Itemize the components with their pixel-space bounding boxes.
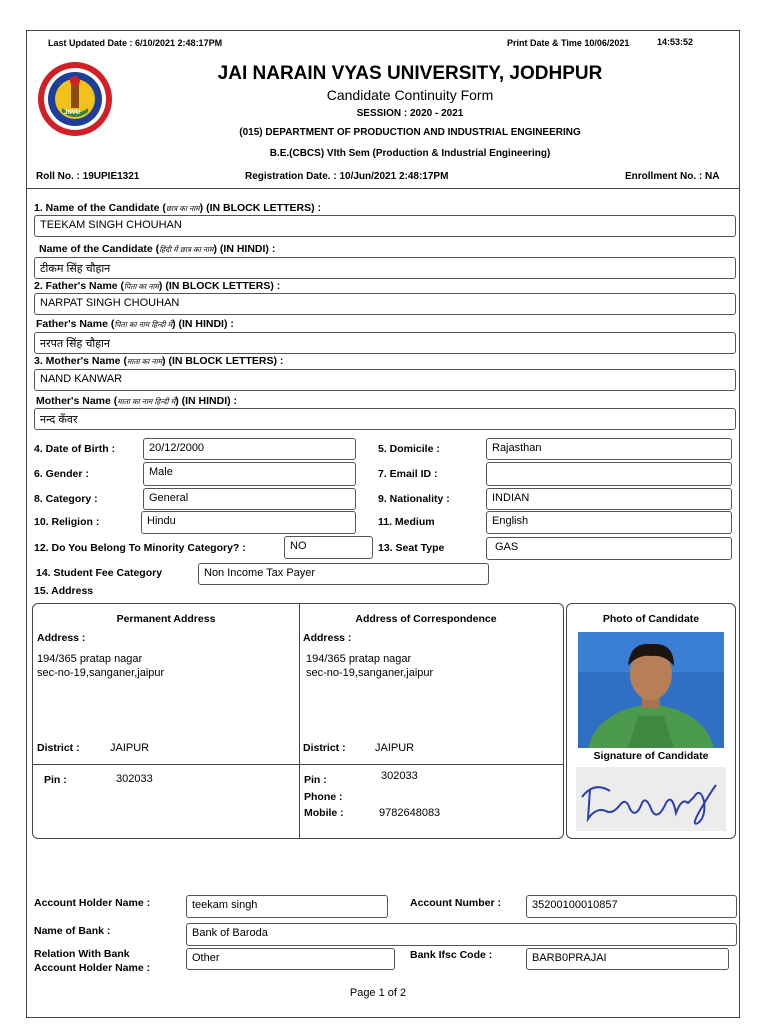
mobile-label: Mobile : xyxy=(304,807,344,819)
ifsc-field[interactable]: BARB0PRAJAI xyxy=(526,948,729,970)
candidate-photo xyxy=(578,632,724,748)
bank-name-label: Name of Bank : xyxy=(34,925,111,937)
mobile-value: 9782648083 xyxy=(379,807,441,819)
religion-field[interactable]: Hindu xyxy=(141,511,356,534)
permanent-address-label: Address : xyxy=(37,632,86,644)
candidate-name-label: 1. Name of the Candidate (छात्र का नाम) (IN BLOCK LETTERS) : xyxy=(34,202,321,214)
registration-date: Registration Date. : 10/Jun/2021 2:48:17PM xyxy=(245,171,449,182)
email-label: 7. Email ID : xyxy=(378,468,438,480)
account-number-field[interactable]: 35200100010857 xyxy=(526,895,737,918)
roll-no: Roll No. : 19UPIE1321 xyxy=(36,171,140,182)
account-holder-label: Account Holder Name : xyxy=(34,897,151,909)
ifsc-label: Bank Ifsc Code : xyxy=(410,949,493,961)
permanent-address-title: Permanent Address xyxy=(116,613,216,625)
account-number-label: Account Number : xyxy=(410,897,502,909)
page-number: Page 1 of 2 xyxy=(349,987,407,999)
correspondence-address-title: Address of Correspondence xyxy=(355,613,497,625)
logo-text: JNVU xyxy=(64,110,81,116)
enrollment-no: Enrollment No. : NA xyxy=(625,171,720,182)
email-field[interactable] xyxy=(486,462,732,486)
gender-field[interactable]: Male xyxy=(143,462,356,486)
religion-label: 10. Religion : xyxy=(34,516,100,528)
permanent-pin-label: Pin : xyxy=(44,774,67,786)
medium-label: 11. Medium xyxy=(378,516,435,528)
signature-title: Signature of Candidate xyxy=(593,750,709,762)
phone-label: Phone : xyxy=(304,791,343,803)
department: (015) DEPARTMENT OF PRODUCTION AND INDUSTRIAL ENGINEERING xyxy=(239,127,581,138)
mother-name-field[interactable]: NAND KANWAR xyxy=(34,369,736,391)
university-name: JAI NARAIN VYAS UNIVERSITY, JODHPUR xyxy=(217,63,603,84)
candidate-name-field[interactable]: TEEKAM SINGH CHOUHAN xyxy=(34,215,736,237)
photo-title: Photo of Candidate xyxy=(602,613,700,625)
father-name-label: 2. Father's Name (पिता का नाम) (IN BLOCK LETTERS) : xyxy=(34,280,281,292)
account-holder-field[interactable]: teekam singh xyxy=(186,895,388,918)
university-logo xyxy=(34,60,116,138)
father-name-field[interactable]: NARPAT SINGH CHOUHAN xyxy=(34,293,736,315)
candidate-signature xyxy=(576,767,726,831)
permanent-pin-value: 302033 xyxy=(116,773,153,785)
dob-field[interactable]: 20/12/2000 xyxy=(143,438,356,460)
dob-label: 4. Date of Birth : xyxy=(34,443,116,455)
correspondence-address-value: 194/365 pratap nagar sec-no-19,sanganer,jaipur xyxy=(306,653,434,679)
medium-field[interactable]: English xyxy=(486,511,732,534)
domicile-label: 5. Domicile : xyxy=(378,443,440,455)
correspondence-district-value: JAIPUR xyxy=(375,742,415,754)
category-label: 8. Category : xyxy=(34,493,98,505)
fee-category-label: 14. Student Fee Category xyxy=(36,567,163,579)
last-updated: Last Updated Date : 6/10/2021 2:48:17PM xyxy=(48,38,223,48)
fee-category-field[interactable]: Non Income Tax Payer xyxy=(198,563,489,585)
nationality-field[interactable]: INDIAN xyxy=(486,488,732,510)
domicile-field[interactable]: Rajasthan xyxy=(486,438,732,460)
relation-label-2: Account Holder Name : xyxy=(34,962,151,974)
address-panel xyxy=(32,603,564,839)
print-time: 14:53:52 xyxy=(657,37,694,47)
bank-name-field[interactable]: Bank of Baroda xyxy=(186,923,737,946)
correspondence-pin-label: Pin : xyxy=(304,774,327,786)
nationality-label: 9. Nationality : xyxy=(378,493,450,505)
address-divider xyxy=(299,604,300,838)
mother-hindi-label: Mother's Name (माता का नाम हिन्दी में) (IN HINDI) : xyxy=(36,395,238,407)
correspondence-address-label: Address : xyxy=(303,632,352,644)
address-row-divider xyxy=(33,764,563,765)
relation-label-1: Relation With Bank xyxy=(34,948,130,960)
minority-field[interactable]: NO xyxy=(284,536,373,559)
mother-hindi-field[interactable]: नन्द कँवर xyxy=(34,408,736,430)
address-section-label: 15. Address xyxy=(34,585,94,597)
mother-name-label: 3. Mother's Name (माता का नाम) (IN BLOCK LETTERS) : xyxy=(34,355,284,367)
session: SESSION : 2020 - 2021 xyxy=(356,108,464,119)
father-hindi-label: Father's Name (पिता का नाम हिन्दी में) (IN HINDI) : xyxy=(36,318,234,330)
course: B.E.(CBCS) VIth Sem (Production & Industrial Engineering) xyxy=(269,148,551,159)
father-hindi-field[interactable]: नरपत सिंह चौहान xyxy=(34,332,736,354)
correspondence-pin-value: 302033 xyxy=(381,770,418,782)
relation-field[interactable]: Other xyxy=(186,948,395,970)
header-divider xyxy=(27,188,739,189)
correspondence-district-label: District : xyxy=(303,742,346,754)
form-title: Candidate Continuity Form xyxy=(326,87,494,103)
print-date: Print Date & Time 10/06/2021 xyxy=(507,38,630,48)
seat-type-field[interactable]: GAS xyxy=(486,537,732,560)
seat-type-label: 13. Seat Type xyxy=(378,542,445,554)
minority-label: 12. Do You Belong To Minority Category? : xyxy=(34,542,246,554)
gender-label: 6. Gender : xyxy=(34,468,89,480)
category-field[interactable]: General xyxy=(143,488,356,510)
candidate-hindi-field[interactable]: टीकम सिंह चौहान xyxy=(34,257,736,279)
permanent-district-value: JAIPUR xyxy=(110,742,150,754)
candidate-hindi-label: Name of the Candidate (हिंदी में छात्र का नाम) (IN HINDI) : xyxy=(39,243,276,255)
permanent-district-label: District : xyxy=(37,742,80,754)
permanent-address-value: 194/365 pratap nagar sec-no-19,sanganer,jaipur xyxy=(37,653,165,679)
